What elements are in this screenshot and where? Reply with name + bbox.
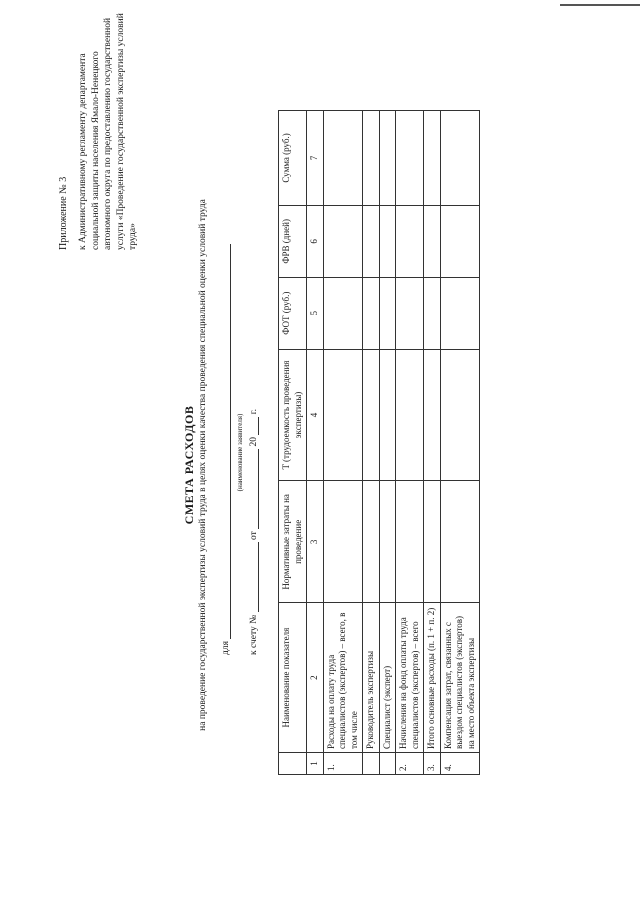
column-number: 3 [307,481,324,603]
row-number: 1. [323,753,363,775]
column-number: 7 [307,111,324,206]
applicant-line [220,235,231,655]
date-blank [248,449,259,529]
applicant-hint: (наименование заявителя) [236,413,244,492]
table-row [440,111,480,775]
row-name: Специалист (эксперт) [379,603,396,753]
table-row [323,111,363,775]
header-cell: ФОТ (руб.) [279,277,307,349]
page-subtitle: на проведение государственной экспертизы условий труда в целях оценки качества проведения специальной оценки условий труда [198,199,208,731]
column-number: 6 [307,205,324,277]
table-row [363,111,380,775]
column-number: 1 [307,753,324,775]
invoice-label: к счету № [249,614,259,655]
column-number: 5 [307,277,324,349]
row-name: Итого основные расходы (п. 1 + п. 2) [424,603,441,753]
row-number [379,753,396,775]
table-row [396,111,424,775]
row-number: 4. [440,753,480,775]
row-number: 3. [424,753,441,775]
header-cell: Сумма (руб.) [279,111,307,206]
invoice-line [248,195,259,655]
appendix-text: к Административному регламенту департамента социальной защиты населения Ямало-Ненецкого автономного округа по предоставлению государственной услуги «Проведение государственной экспертизы условий труда» [78,13,138,250]
invoice-number-blank [248,542,259,612]
header-cell: Нормативные затраты на проведение [279,481,307,603]
row-name: Начисления на фонд оплаты труда специалистов (экспертов) – всего [396,603,424,753]
year-suffix: г. [249,409,259,415]
header-cell: ФРВ (дней) [279,205,307,277]
year-blank [248,417,259,435]
appendix-block [58,10,140,250]
header-row [279,111,307,775]
column-number-row [307,111,324,775]
title-block [182,175,209,755]
for-label: для [221,641,231,655]
row-number: 2. [396,753,424,775]
header-cell: T (трудоемкость проведения экспертизы) [279,349,307,481]
row-name: Компенсация затрат, связанных с выездом специалистов (экспертов) на место объекта экспертизы [440,603,480,753]
estimate-table [278,110,480,775]
row-number [363,753,380,775]
table-row [424,111,441,775]
appendix-number: Приложение № 3 [58,176,69,250]
applicant-blank [220,244,231,639]
from-label: от [249,531,259,541]
table-row [379,111,396,775]
header-cell: Наименование показателя [279,603,307,753]
header-cell [279,753,307,775]
row-name: Руководитель экспертизы [363,603,380,753]
page-title: СМЕТА РАСХОДОВ [182,405,196,525]
column-number: 4 [307,349,324,481]
year-prefix: 20 [249,436,259,447]
row-name: Расходы на оплату труда специалистов (экспертов) – всего, в том числе [323,603,363,753]
column-number: 2 [307,603,324,753]
